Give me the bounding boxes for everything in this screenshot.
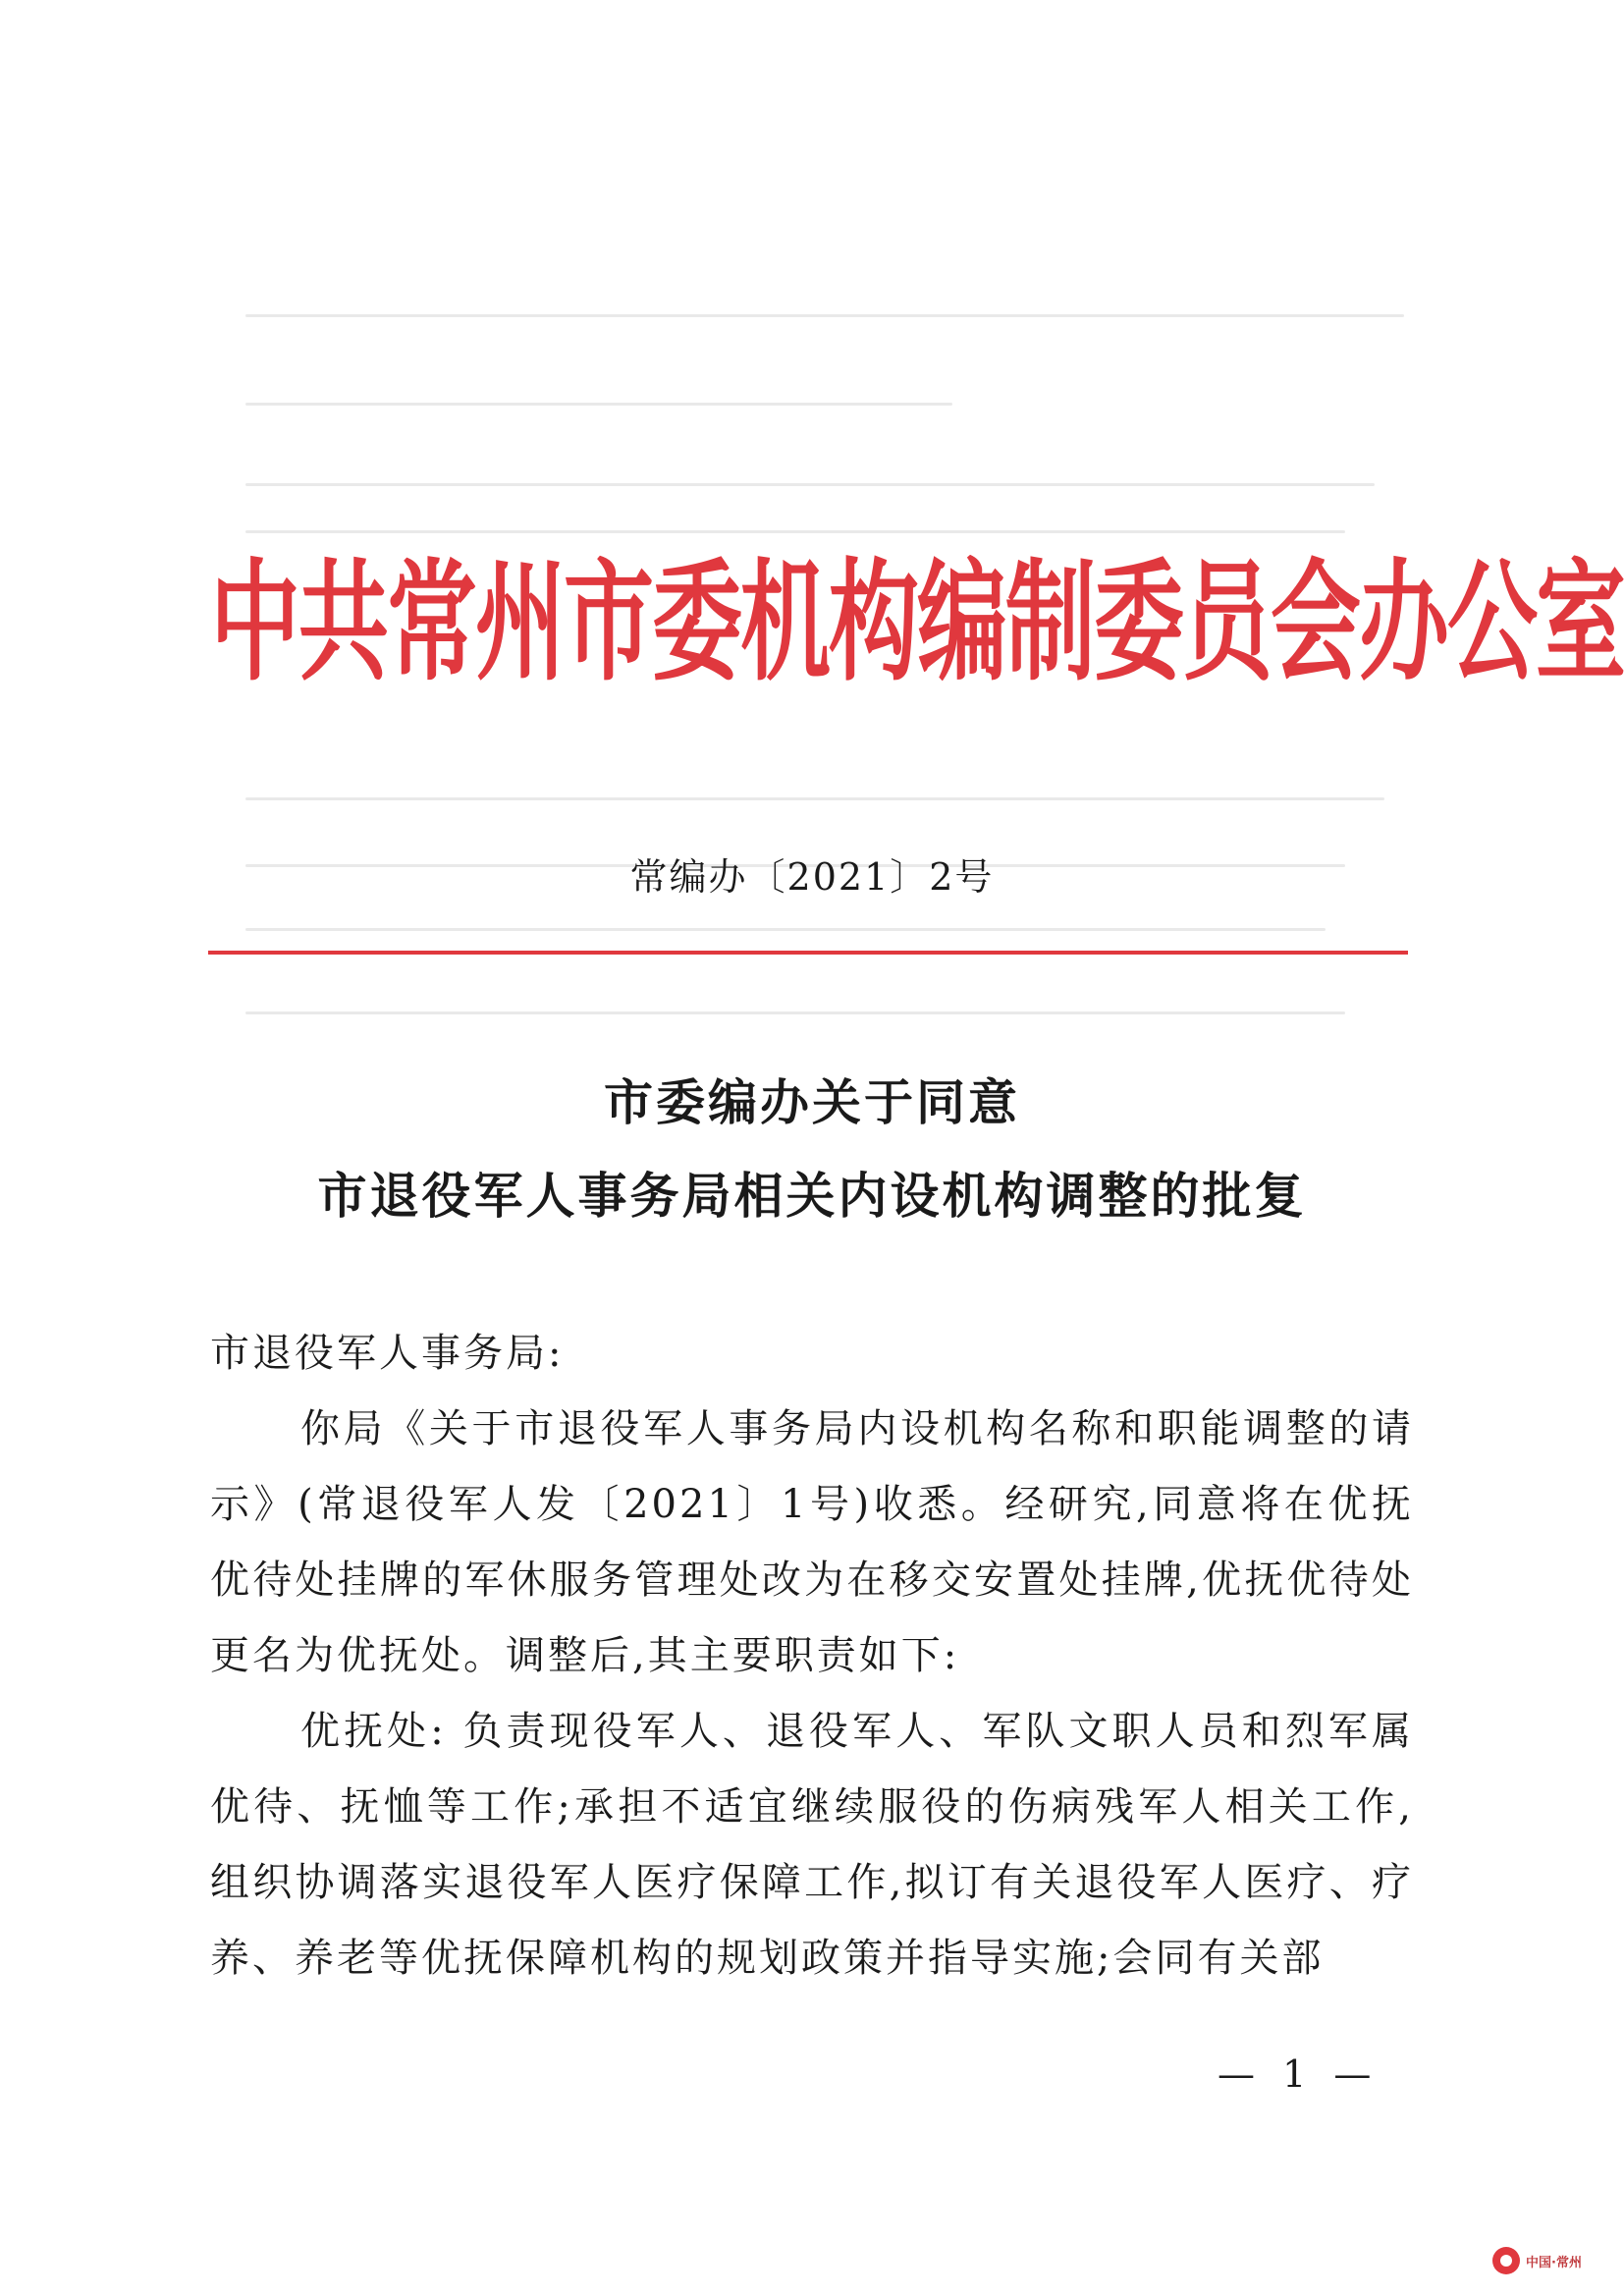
logo-text: 中国·常州	[1526, 2255, 1582, 2270]
bleed-through-mark	[245, 403, 952, 406]
document-number: 常编办〔2021〕2号	[629, 855, 995, 899]
issuer-masthead: 中共常州市委机构编制委员会办公室	[210, 546, 1624, 699]
bleed-through-mark	[245, 314, 1404, 317]
body-paragraph: 你局《关于市退役军人事务局内设机构名称和职能调整的请示》(常退役军人发〔2021〕1号)收悉。经研究,同意将在优抚优待处挂牌的军休服务管理处改为在移交安置处挂牌,优抚优待处更名为优抚处。调整后,其主要职责如下:	[210, 1406, 1414, 1678]
body-paragraph: 优抚处: 负责现役军人、退役军人、军队文职人员和烈军属优待、抚恤等工作;承担不适宜继续服役的伤病残军人相关工作,组织协调落实退役军人医疗保障工作,拟订有关退役军人医疗、疗养、养老等优抚保障机构的规划政策并指导实施;会同有关部	[210, 1709, 1414, 1981]
document-title-line-1: 市委编办关于同意	[604, 1074, 1020, 1131]
bleed-through-mark	[245, 928, 1326, 931]
document-title-line-2: 市退役军人事务局相关内设机构调整的批复	[317, 1168, 1307, 1225]
site-watermark-logo	[1492, 2247, 1582, 2274]
bleed-through-mark	[245, 1011, 1345, 1014]
changzhou-logo-icon	[1492, 2247, 1520, 2274]
bleed-through-mark	[245, 797, 1384, 800]
page-number: — 1 —	[1218, 2052, 1380, 2096]
document-body	[210, 1316, 1414, 1996]
bleed-through-mark	[245, 483, 1375, 486]
red-separator-line	[208, 951, 1408, 955]
salutation: 市退役军人事务局:	[210, 1331, 565, 1376]
